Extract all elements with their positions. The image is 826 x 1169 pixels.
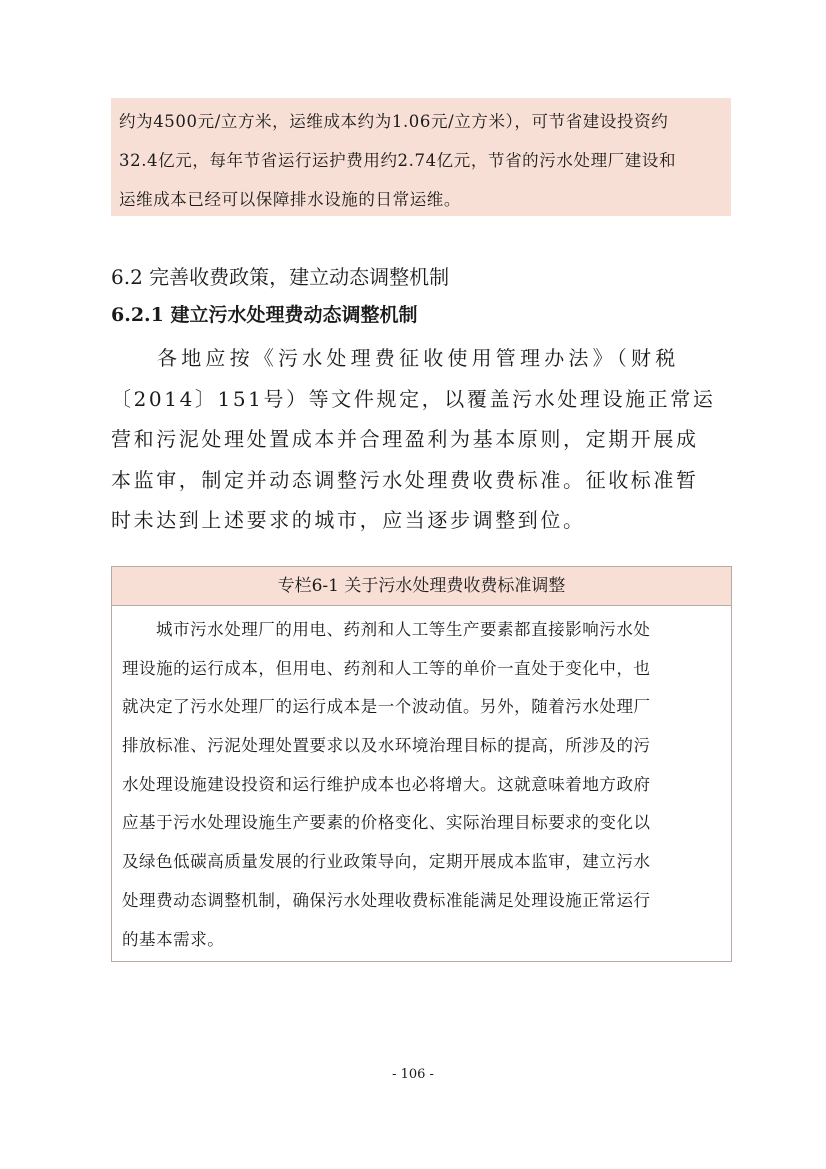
text-line: 的基本需求。	[122, 929, 225, 949]
text-line: 各地应按《污水处理费征收使用管理办法》（财税	[157, 346, 680, 370]
sidebar-panel	[111, 566, 732, 962]
body-paragraph	[111, 338, 731, 541]
page-number: - 106 -	[392, 1067, 434, 1082]
panel-body	[112, 606, 731, 959]
text-line: 及绿色低碳高质量发展的行业政策导向，定期开展成本监审，建立污水	[122, 852, 651, 872]
text-line: 约为4500元/立方米，运维成本约为1.06元/立方米），可节省建设投资约	[119, 112, 669, 131]
highlighted-continuation-box	[111, 98, 731, 216]
text-line: 水处理设施建设投资和运行维护成本也必将增大。这就意味着地方政府	[122, 774, 651, 794]
text-line: 〔2014〕151号）等文件规定，以覆盖污水处理设施正常运	[111, 386, 716, 411]
text-line: 本监审，制定并动态调整污水处理费收费标准。征收标准暂	[111, 467, 699, 492]
text-line: 处理费动态调整机制，确保污水处理收费标准能满足处理设施正常运行	[122, 890, 651, 910]
text-line: 就决定了污水处理厂的运行成本是一个波动值。另外，随着污水处理厂	[122, 697, 651, 717]
text-line: 32.4亿元，每年节省运行运护费用约2.74亿元，节省的污水处理厂建设和	[119, 151, 677, 170]
panel-title: 专栏6-1 关于污水处理费收费标准调整	[112, 567, 731, 606]
text-line: 排放标准、污泥处理处置要求以及水环境治理目标的提高，所涉及的污	[122, 736, 651, 756]
section-heading: 6.2 完善收费政策，建立动态调整机制	[111, 265, 450, 289]
text-line: 理设施的运行成本，但用电、药剂和人工等的单价一直处于变化中，也	[122, 658, 651, 678]
text-line: 营和污泥处理处置成本并合理盈利为基本原则，定期开展成	[111, 427, 699, 451]
text-line: 运维成本已经可以保障排水设施的日常运维。	[119, 190, 461, 209]
text-line: 城市污水处理厂的用电、药剂和人工等生产要素都直接影响污水处	[156, 620, 651, 639]
text-line: 时未达到上述要求的城市，应当逐步调整到位。	[111, 508, 586, 532]
text-line: 应基于污水处理设施生产要素的价格变化、实际治理目标要求的变化以	[122, 813, 651, 833]
subsection-heading: 6.2.1 建立污水处理费动态调整机制	[111, 304, 418, 326]
